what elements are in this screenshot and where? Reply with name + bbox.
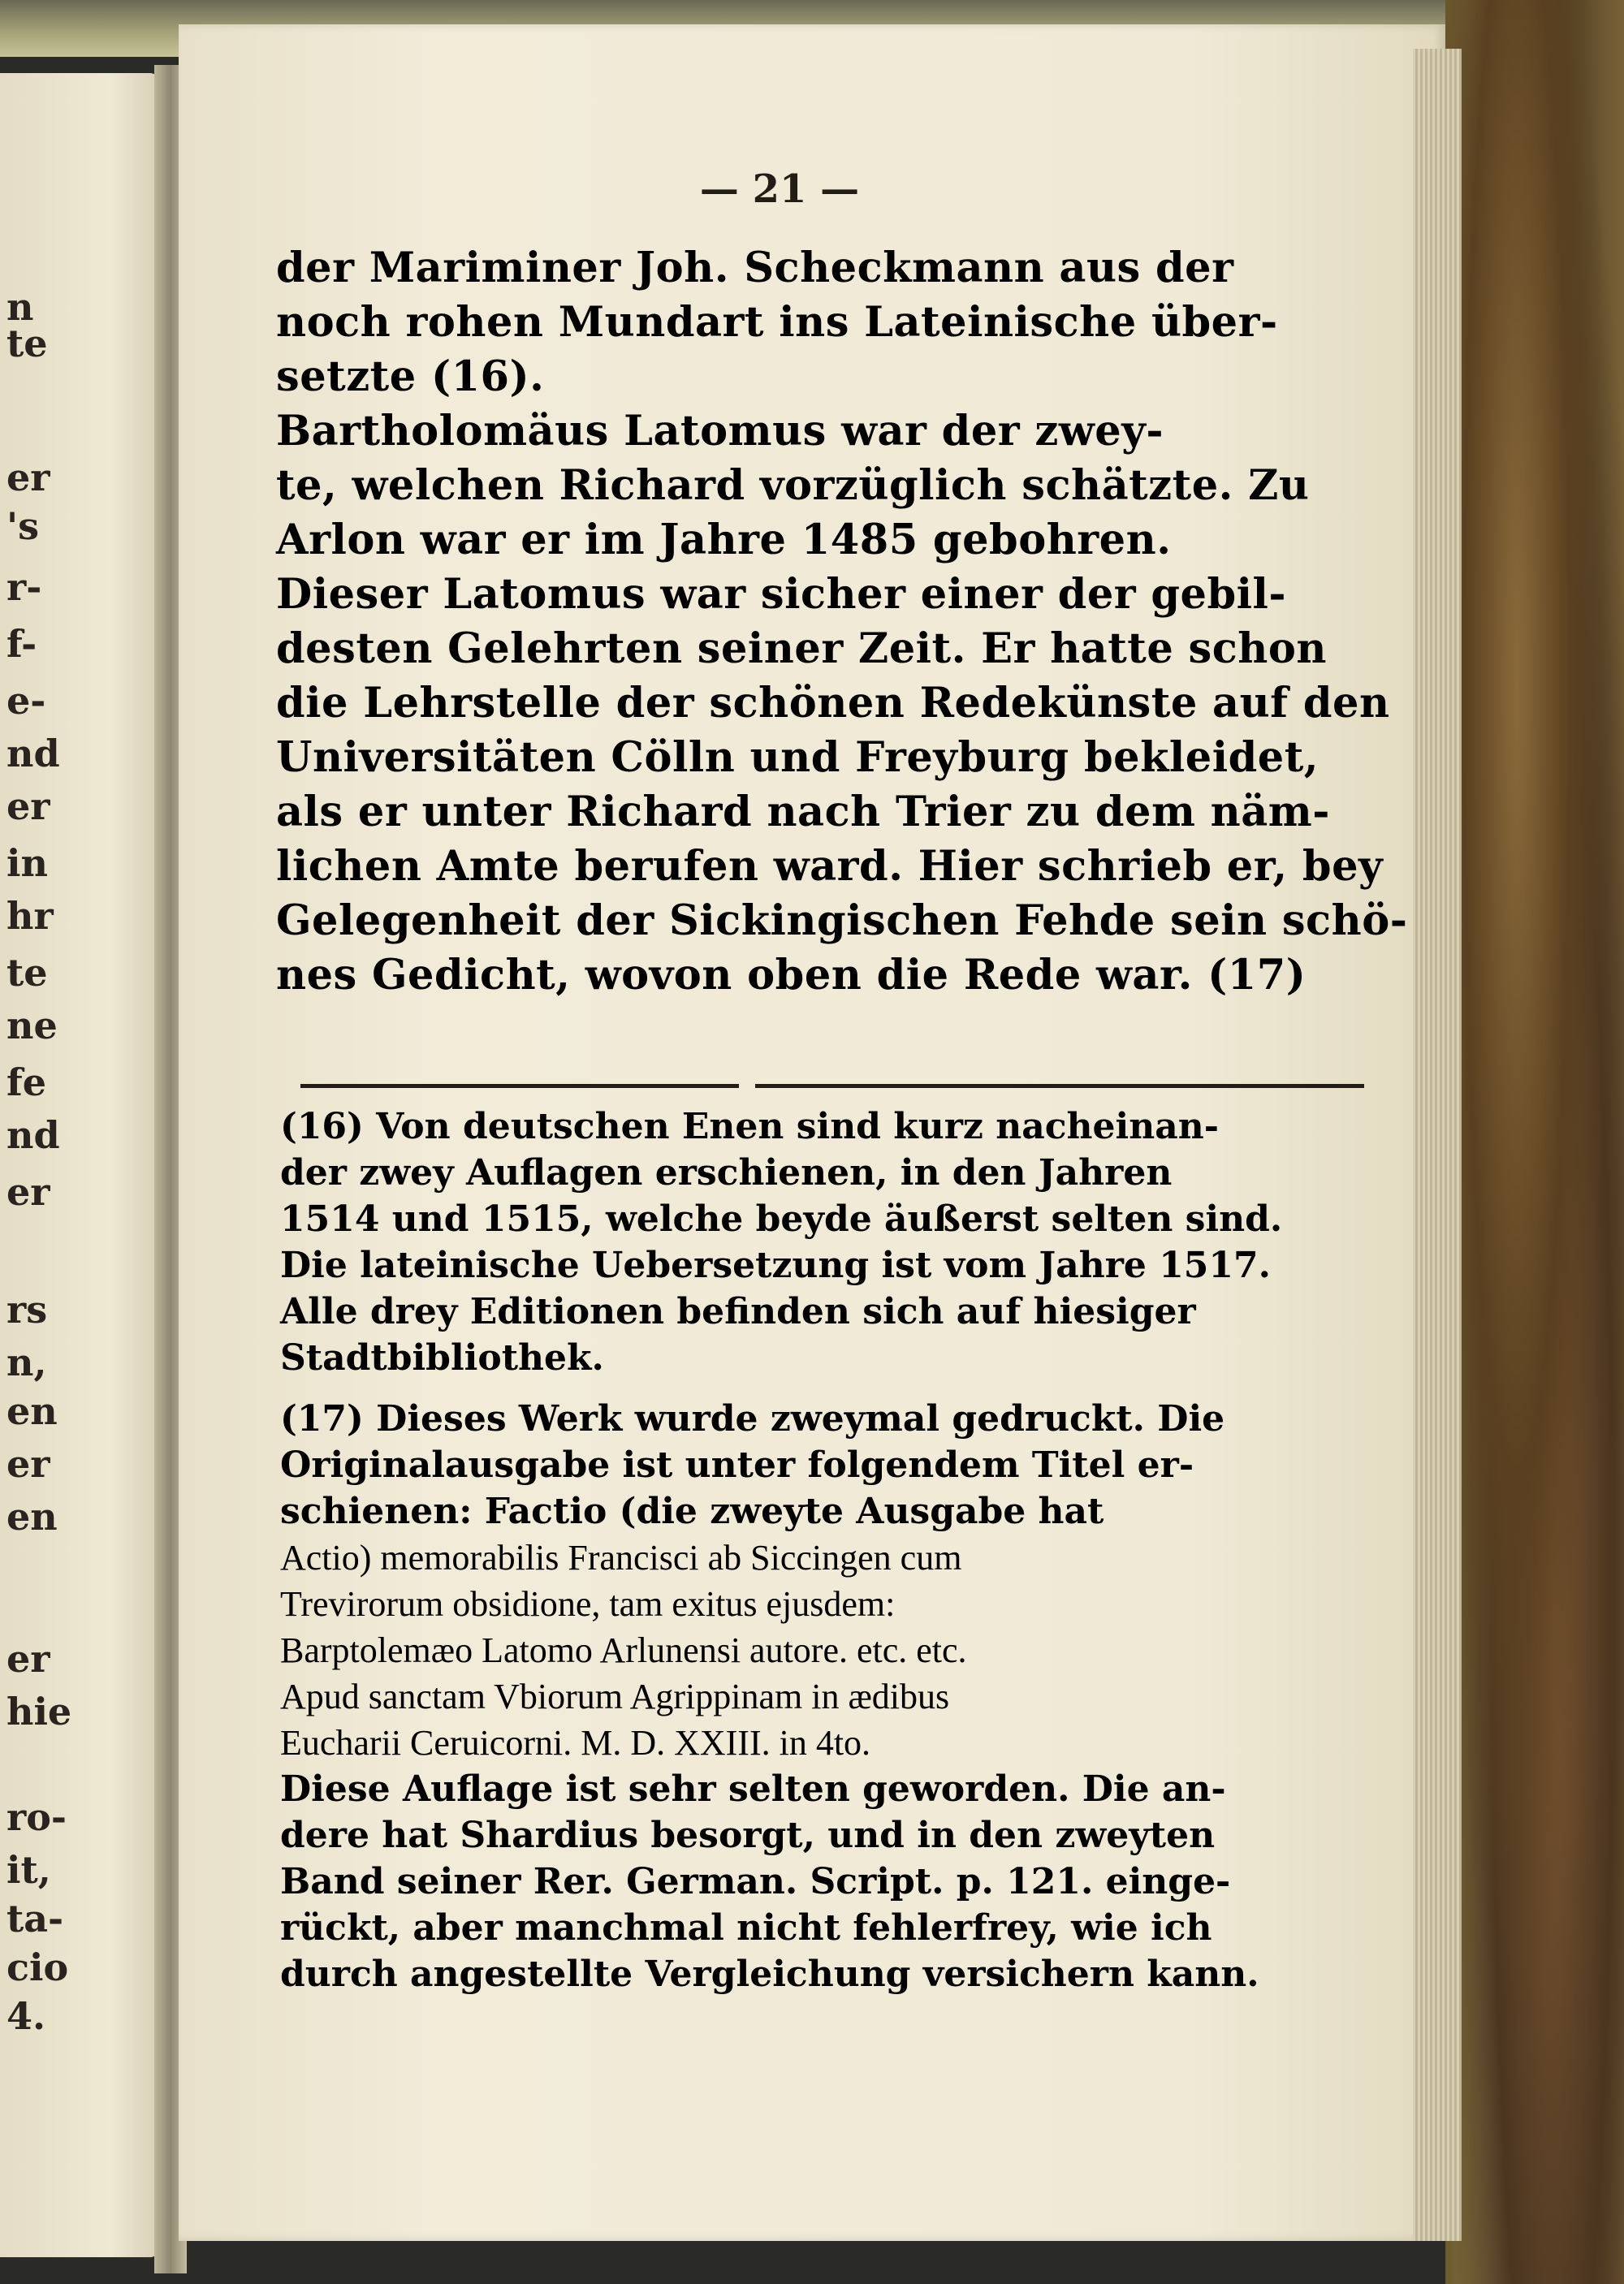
footnote-line: Stadtbibliothek. xyxy=(280,1337,604,1379)
footnote-line: (17) Dieses Werk wurde zweymal gedruckt. Die xyxy=(280,1398,1225,1440)
left-fragment: fe xyxy=(6,1060,47,1104)
left-fragment: it, xyxy=(6,1848,51,1892)
footnotes xyxy=(280,1106,1372,2000)
body-line: die Lehrstelle der schönen Redekünste auf den xyxy=(276,679,1390,728)
footnote-line: Alle drey Editionen befinden sich auf hiesiger xyxy=(280,1291,1196,1332)
left-fragment: 's xyxy=(6,504,39,548)
page-edges xyxy=(1413,49,1462,2241)
footnote-line: rückt, aber manchmal nicht fehlerfrey, wie ich xyxy=(280,1907,1212,1949)
footnote-line: Band seiner Rer. German. Script. p. 121. einge- xyxy=(280,1861,1231,1902)
footnote-line: der zwey Auflagen erschienen, in den Jahren xyxy=(280,1152,1173,1194)
left-fragment: ne xyxy=(6,1004,58,1047)
footnote-line: durch angestellte Vergleichung versichern kann. xyxy=(280,1954,1259,1995)
body-line: noch rohen Mundart ins Lateinische über- xyxy=(276,298,1278,347)
body-line: Bartholomäus Latomus war der zwey- xyxy=(276,407,1164,456)
footnote-line: Apud sanctam Vbiorum Agrippinam in ædibus xyxy=(280,1677,950,1716)
footnote-16 xyxy=(280,1106,1372,1384)
left-fragment: n xyxy=(6,285,34,329)
body-line: desten Gelehrten seiner Zeit. Er hatte schon xyxy=(276,624,1327,673)
footnote-line: schienen: Factio (die zweyte Ausgabe hat xyxy=(280,1491,1104,1532)
footnote-line: Barptolemæo Latomo Arlunensi autore. etc. etc. xyxy=(280,1630,967,1670)
footnote-line: (16) Von deutschen Enen sind kurz nacheinan- xyxy=(280,1106,1219,1147)
footnote-line: Diese Auflage ist sehr selten geworden. Die an- xyxy=(280,1768,1226,1810)
left-fragment: ro- xyxy=(6,1795,67,1839)
body-line: lichen Amte berufen ward. Hier schrieb er, bey xyxy=(276,842,1384,891)
left-fragment: rs xyxy=(6,1288,48,1332)
body-line: als er unter Richard nach Trier zu dem näm- xyxy=(276,788,1330,836)
left-fragment: n, xyxy=(6,1341,47,1384)
left-fragment: ta- xyxy=(6,1897,64,1941)
footnote-line: Trevirorum obsidione, tam exitus ejusdem: xyxy=(280,1584,896,1624)
footnote-line: 1514 und 1515, welche beyde äußerst selten sind. xyxy=(280,1198,1283,1240)
footnote-divider-right xyxy=(755,1084,1364,1088)
left-fragment: en xyxy=(6,1495,58,1539)
footnote-17 xyxy=(280,1398,1372,2000)
left-fragment: 4. xyxy=(6,1994,46,2038)
left-fragment: r- xyxy=(6,565,42,609)
footnote-line: Die lateinische Uebersetzung ist vom Jahre 1517. xyxy=(280,1245,1271,1286)
body-line: Arlon war er im Jahre 1485 gebohren. xyxy=(276,516,1172,564)
left-fragment: er xyxy=(6,784,50,828)
main-text xyxy=(276,244,1408,1005)
body-line: te, welchen Richard vorzüglich schätzte. Zu xyxy=(276,461,1310,510)
footnote-line: dere hat Shardius besorgt, und in den zweyten xyxy=(280,1815,1216,1856)
body-line: Gelegenheit der Sickingischen Fehde sein schö- xyxy=(276,896,1408,945)
footnote-line: Originalausgabe ist unter folgendem Titel er- xyxy=(280,1444,1194,1486)
left-fragment: hr xyxy=(6,894,54,938)
left-fragment: er xyxy=(6,456,50,499)
footnote-line: Actio) memorabilis Francisci ab Siccingen cum xyxy=(280,1538,962,1578)
left-fragment: er xyxy=(6,1637,50,1681)
left-fragment: te xyxy=(6,322,48,365)
left-fragment: hie xyxy=(6,1690,72,1734)
footnote-line: Eucharii Ceruicorni. M. D. XXIII. in 4to. xyxy=(280,1723,871,1763)
left-fragment: nd xyxy=(6,1113,60,1157)
left-fragment: en xyxy=(6,1389,58,1433)
body-line: setzte (16). xyxy=(276,352,545,401)
left-fragment: nd xyxy=(6,732,60,775)
left-fragment: er xyxy=(6,1442,50,1486)
body-line: der Mariminer Joh. Scheckmann aus der xyxy=(276,244,1234,292)
marbled-cover xyxy=(1445,0,1624,2284)
footnote-divider-left xyxy=(300,1084,739,1088)
left-fragment: cio xyxy=(6,1945,69,1989)
left-fragment: f- xyxy=(6,622,37,666)
body-line: Universitäten Cölln und Freyburg bekleidet, xyxy=(276,733,1320,782)
page-number: — 21 — xyxy=(699,166,860,212)
body-line: Dieser Latomus war sicher einer der gebil- xyxy=(276,570,1287,619)
body-line: nes Gedicht, wovon oben die Rede war. (17) xyxy=(276,951,1307,1000)
left-fragment: te xyxy=(6,951,48,995)
left-fragment: er xyxy=(6,1170,50,1214)
left-fragment: e- xyxy=(6,679,46,723)
left-fragment: in xyxy=(6,841,48,885)
